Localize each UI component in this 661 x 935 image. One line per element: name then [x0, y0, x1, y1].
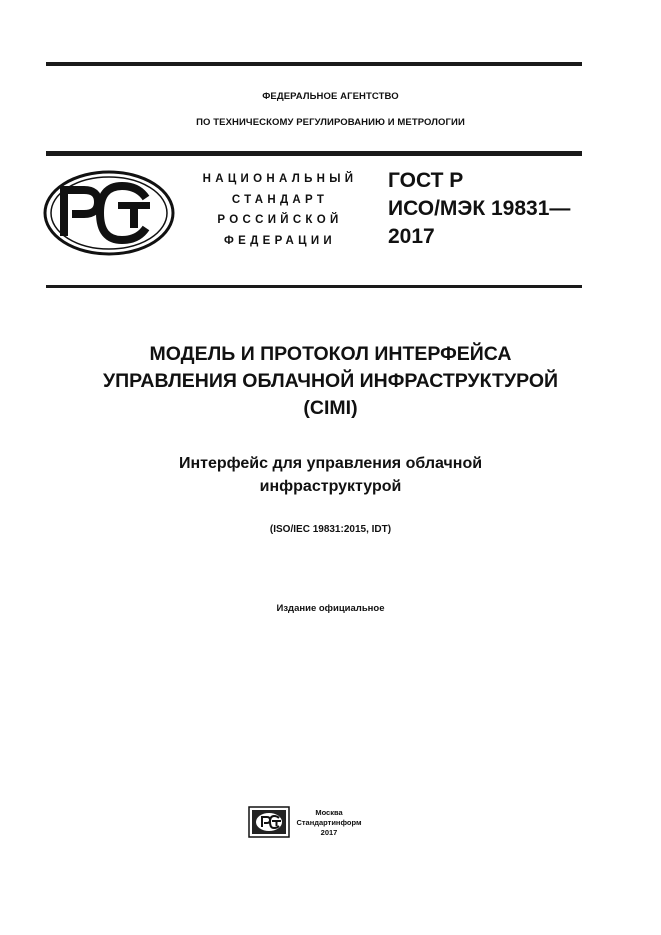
publisher-name: Стандартинформ — [296, 818, 362, 827]
agency-line-1: ФЕДЕРАЛЬНОЕ АГЕНТСТВО — [262, 91, 399, 102]
document-title — [0, 341, 661, 422]
designation-line-3: 2017 — [388, 225, 435, 248]
gost-r-certification-mark-icon — [42, 170, 176, 256]
document-subtitle — [0, 452, 661, 498]
international-reference: (ISO/IEC 19831:2015, IDT) — [269, 524, 392, 535]
national-standard-line-3: РОССИЙСКОЙ — [217, 214, 343, 226]
publisher-block — [296, 808, 362, 838]
standartinform-logo-icon — [248, 806, 290, 838]
publisher-city: Москва — [315, 808, 343, 817]
national-standard-line-4: ФЕДЕРАЦИИ — [224, 234, 336, 247]
subtitle-line-2: инфраструктурой — [259, 478, 402, 495]
title-line-2: УПРАВЛЕНИЯ ОБЛАЧНОЙ ИНФРАСТРУКТУРОЙ — [102, 370, 559, 392]
designation-bottom-rule — [46, 285, 582, 288]
title-line-3: (CIMI) — [303, 397, 358, 419]
subtitle-line-1: Интерфейс для управления облачной — [178, 455, 483, 472]
designation-line-1: ГОСТ Р — [388, 169, 464, 192]
title-line-1: МОДЕЛЬ И ПРОТОКОЛ ИНТЕРФЕЙСА — [149, 343, 512, 365]
publisher-year: 2017 — [320, 828, 338, 837]
top-rule — [46, 62, 582, 66]
national-standard-block — [180, 169, 380, 251]
national-standard-line-1: НАЦИОНАЛЬНЫЙ — [202, 173, 358, 185]
header-divider-rule — [46, 151, 582, 156]
national-standard-line-2: СТАНДАРТ — [231, 193, 329, 206]
agency-line-2: ПО ТЕХНИЧЕСКОМУ РЕГУЛИРОВАНИЮ И МЕТРОЛОГИИ — [196, 117, 465, 128]
edition-note: Издание официальное — [276, 603, 385, 614]
standard-designation — [388, 167, 570, 251]
designation-line-2: ИСО/МЭК 19831— — [388, 197, 571, 220]
